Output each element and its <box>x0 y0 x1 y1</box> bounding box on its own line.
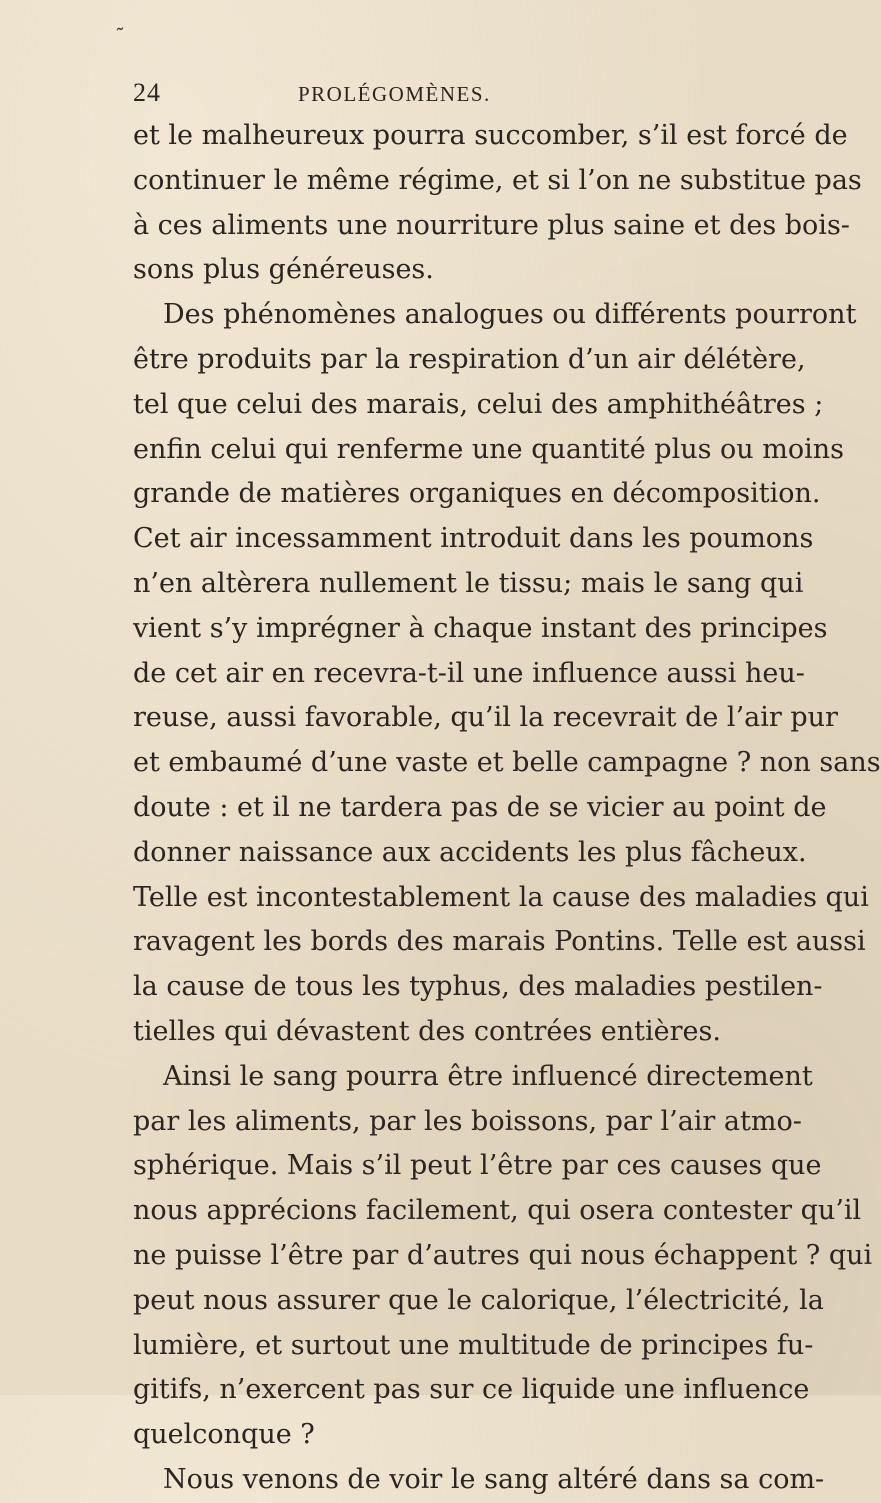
text-line: de cet air en recevra-t-il une influence aussi heu- <box>133 657 805 689</box>
text-line: grande de matières organiques en décomposition. <box>133 478 821 510</box>
text-line: sphérique. Mais s’il peut l’être par ces causes que <box>133 1150 822 1182</box>
text-line: vient s’y imprégner à chaque instant des principes <box>133 612 828 644</box>
text-line: quelconque ? <box>133 1419 315 1451</box>
text-line: Nous venons de voir le sang altéré dans sa com- <box>163 1463 825 1495</box>
text-line: enfin celui qui renferme une quantité plus ou moins <box>133 433 845 465</box>
text-line: n’en altèrera nullement le tissu; mais le sang qui <box>133 567 804 599</box>
text-line: gitifs, n’exercent pas sur ce liquide une influence <box>133 1374 810 1406</box>
text-line: la cause de tous les typhus, des maladies pestilen- <box>133 971 823 1003</box>
text-line: tel que celui des marais, celui des amphithéâtres ; <box>133 388 824 420</box>
text-line: Des phénomènes analogues ou différents pourront <box>163 299 857 331</box>
text-line: nous apprécions facilement, qui osera contester qu’il <box>133 1195 862 1227</box>
text-line: être produits par la respiration d’un air délétère, <box>133 343 806 375</box>
text-line: lumière, et surtout une multitude de principes fu- <box>133 1329 814 1361</box>
text-line: et embaumé d’une vaste et belle campagne ? non sans <box>133 747 881 779</box>
text-line: sons plus généreuses. <box>133 254 434 286</box>
text-line: Cet air incessamment introduit dans les poumons <box>133 523 814 555</box>
page-number: 24 <box>133 78 161 107</box>
text-line: doute : et il ne tardera pas de se vicier au point de <box>133 791 827 823</box>
margin-mark: ˜ <box>114 21 129 48</box>
text-line: ne puisse l’être par d’autres qui nous échappent ? qui <box>133 1239 873 1271</box>
text-line: par les aliments, par les boissons, par l’air atmo- <box>133 1105 802 1137</box>
text-line: reuse, aussi favorable, qu’il la recevrait de l’air pur <box>133 702 838 734</box>
text-line: tielles qui dévastent des contrées entières. <box>133 1015 721 1047</box>
text-line: à ces aliments une nourriture plus saine et des bois- <box>133 209 850 241</box>
text-line: donner naissance aux accidents les plus fâcheux. <box>133 836 807 868</box>
text-line: peut nous assurer que le calorique, l’électricité, la <box>133 1284 824 1316</box>
text-line: continuer le même régime, et si l’on ne substitue pas <box>133 164 862 196</box>
text-line: et le malheureux pourra succomber, s’il est forcé de <box>133 120 848 151</box>
text-line: Ainsi le sang pourra être influencé directement <box>163 1060 813 1092</box>
page-header <box>133 78 673 114</box>
running-title: PROLÉGOMÈNES. <box>298 82 491 106</box>
text-line: Telle est incontestablement la cause des maladies qui <box>133 881 869 913</box>
body-text <box>133 114 881 1503</box>
text-line: ravagent les bords des marais Pontins. Telle est aussi <box>133 926 866 958</box>
